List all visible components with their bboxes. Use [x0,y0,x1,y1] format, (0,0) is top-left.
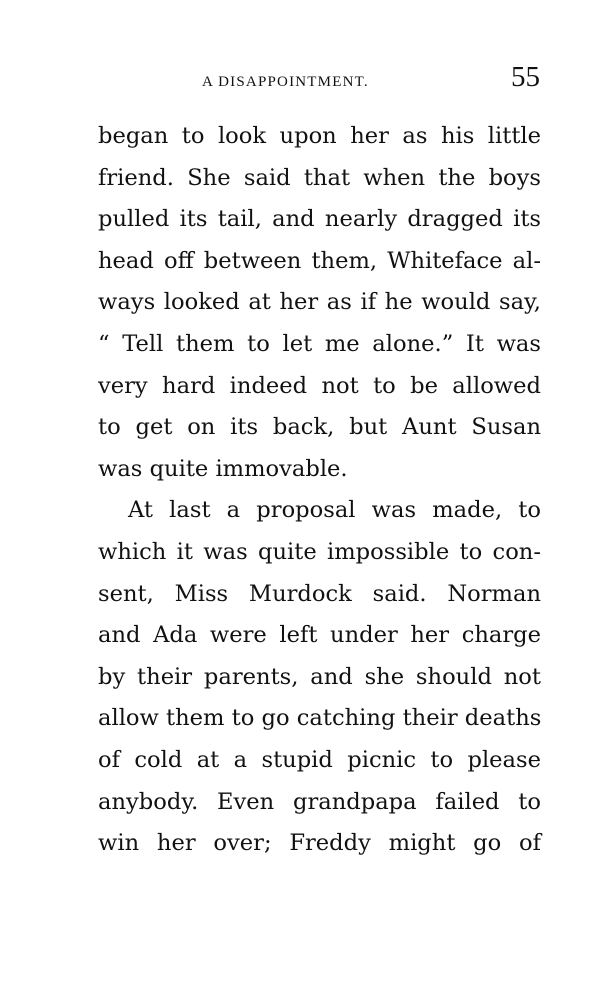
text-line: which it was quite impossible to con- [98,538,541,565]
text-line: At last a proposal was made, to [128,497,541,524]
text-line: ways looked at her as if he would say, [98,289,541,316]
text-line: pulled its tail, and nearly dragged its [98,206,541,233]
text-line: and Ada were left under her charge [98,622,541,649]
paragraph-1 [98,116,541,490]
text-line: head off between them, Whiteface al- [98,247,541,274]
text-line: by their parents, and she should not [98,663,541,690]
running-title: A DISAPPOINTMENT. [202,74,369,90]
body-text [98,116,541,865]
page-number: 55 [511,61,540,93]
text-line: win her over; Freddy might go of [98,830,541,857]
paragraph-2 [98,490,541,864]
text-line: was quite immovable. [98,455,348,482]
text-line: allow them to go catching their deaths [98,705,542,732]
text-line: of cold at a stupid picnic to please [98,746,541,773]
text-line: anybody. Even grandpapa failed to [98,788,541,815]
text-line: “ Tell them to let me alone.” It was [98,330,541,357]
text-line: friend. She said that when the boys [98,164,541,191]
running-head [98,60,540,100]
text-line: sent, Miss Murdock said. Norman [98,580,541,607]
text-line: very hard indeed not to be allowed [98,372,541,399]
text-line: to get on its back, but Aunt Susan [98,414,541,441]
text-line: began to look upon her as his little [98,123,541,149]
